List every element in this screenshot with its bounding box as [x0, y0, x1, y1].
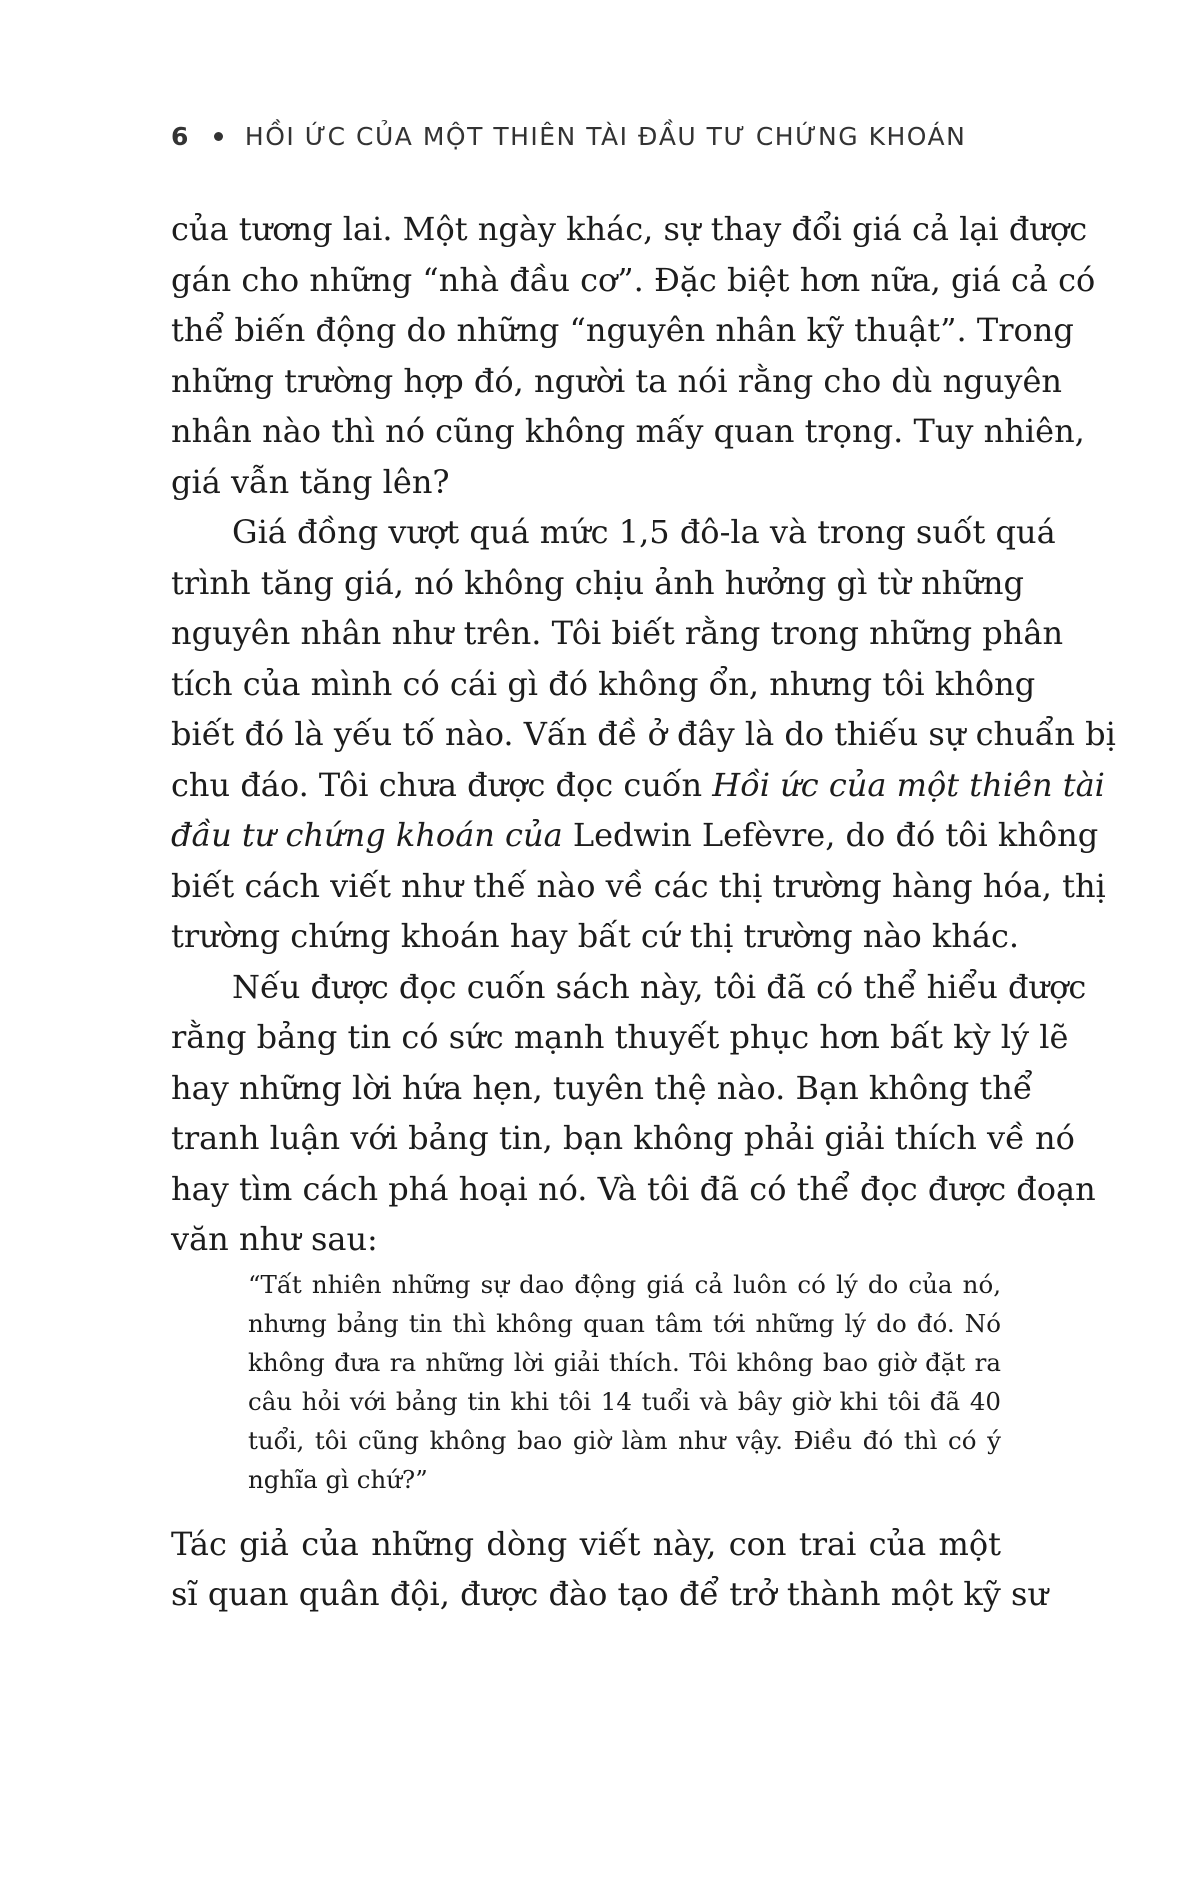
quote-line: không đưa ra những lời giải thích. Tôi không bao giờ đặt ra — [248, 1347, 1001, 1377]
text-line: Tác giả của những dòng viết này, con trai của một — [171, 1524, 1001, 1563]
text-line: biết đó là yếu tố nào. Vấn đề ở đây là do thiếu sự chuẩn bị — [171, 715, 1116, 753]
text-line — [171, 810, 1099, 861]
paragraph-2 — [171, 507, 1116, 962]
quote-line: “Tất nhiên những sự dao động giá cả luôn có lý do của nó, — [248, 1269, 1001, 1299]
text-line: những trường hợp đó, người ta nói rằng cho dù nguyên — [171, 361, 1062, 400]
book-title-italic: đầu tư chứng khoán của — [171, 816, 563, 854]
quote-line: tuổi, tôi cũng không bao giờ làm như vậy. Điều đó thì có ý — [248, 1425, 1001, 1455]
running-header-title: HỒI ỨC CỦA MỘT THIÊN TÀI ĐẦU TƯ CHỨNG KHOÁN — [244, 121, 967, 151]
page-number: 6 — [171, 121, 190, 151]
quote-line: nghĩa gì chứ?” — [248, 1464, 428, 1494]
bullet-icon — [214, 132, 223, 141]
paragraph-4 — [171, 1519, 1049, 1620]
text-line: trường chứng khoán hay bất cứ thị trường nào khác. — [171, 917, 1020, 955]
text-line: của tương lai. Một ngày khác, sự thay đổi giá cả lại được — [171, 210, 1088, 248]
paragraph-1 — [171, 204, 1096, 507]
text-line: sĩ quan quân đội, được đào tạo để trở thành một kỹ sư — [171, 1575, 1049, 1613]
text-run: chu đáo. Tôi chưa được đọc cuốn — [171, 765, 713, 804]
text-line: rằng bảng tin có sức mạnh thuyết phục hơn bất kỳ lý lẽ — [171, 1018, 1069, 1056]
text-line: nguyên nhân như trên. Tôi biết rằng trong những phân — [171, 614, 1064, 652]
quote-line: câu hỏi với bảng tin khi tôi 14 tuổi và bây giờ khi tôi đã 40 — [248, 1386, 1001, 1416]
text-line: hay những lời hứa hẹn, tuyên thệ nào. Bạn không thể — [171, 1068, 1033, 1107]
text-line: tích của mình có cái gì đó không ổn, nhưng tôi không — [171, 664, 1036, 703]
body-text — [171, 204, 1116, 1620]
text-line: Giá đồng vượt quá mức 1,5 đô-la và trong suốt quá — [232, 513, 1056, 551]
block-quote — [248, 1265, 1001, 1499]
text-line: giá vẫn tăng lên? — [171, 462, 450, 501]
paragraph-3 — [171, 962, 1096, 1265]
book-title-italic: Hồi ức của một thiên tài — [712, 765, 1105, 804]
text-line: biết cách viết như thế nào về các thị trường hàng hóa, thị — [171, 866, 1106, 905]
text-run: Ledwin Lefèvre, do đó tôi không — [562, 816, 1099, 854]
text-line: hay tìm cách phá hoại nó. Và tôi đã có thể đọc được đoạn — [171, 1169, 1096, 1208]
text-line: nhân nào thì nó cũng không mấy quan trọng. Tuy nhiên, — [171, 412, 1085, 450]
running-header — [171, 118, 1071, 154]
text-line: thể biến động do những “nguyên nhân kỹ thuật”. Trong — [171, 311, 1074, 349]
quote-line: nhưng bảng tin thì không quan tâm tới những lý do đó. Nó — [248, 1308, 1001, 1338]
text-line: gán cho những “nhà đầu cơ”. Đặc biệt hơn nữa, giá cả có — [171, 260, 1096, 299]
text-line — [171, 760, 1105, 811]
text-line: văn như sau: — [171, 1220, 378, 1258]
text-line: trình tăng giá, nó không chịu ảnh hưởng gì từ những — [171, 563, 1024, 602]
text-line: Nếu được đọc cuốn sách này, tôi đã có thể hiểu được — [232, 967, 1087, 1006]
text-line: tranh luận với bảng tin, bạn không phải giải thích về nó — [171, 1119, 1075, 1157]
